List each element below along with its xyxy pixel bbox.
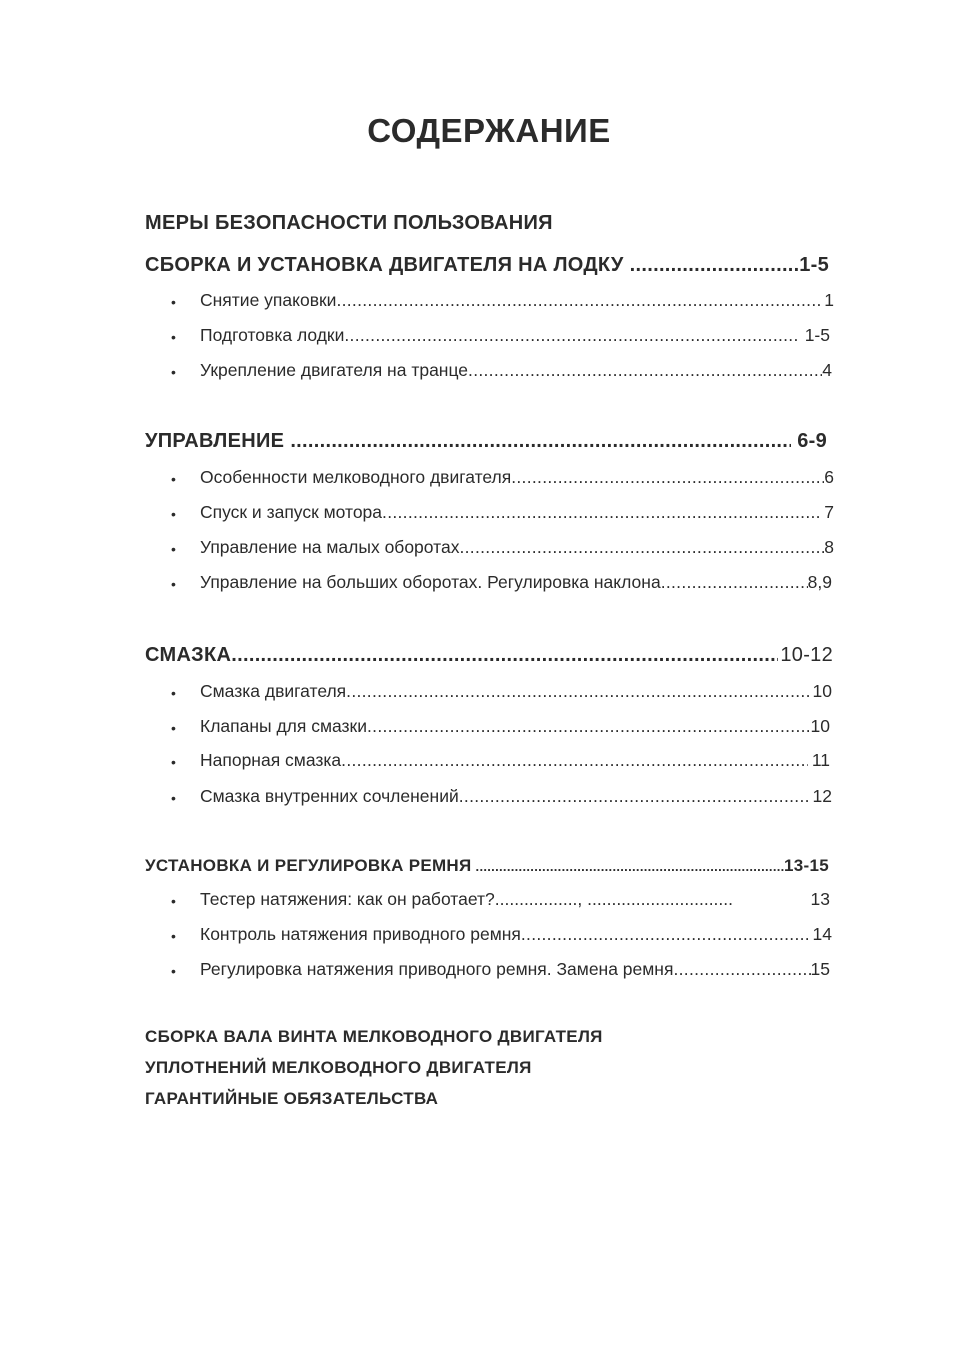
toc-item[interactable] [200, 539, 834, 557]
toc-item[interactable] [200, 362, 832, 380]
toc-item-label: Снятие упаковки [200, 290, 337, 310]
dot-leader [673, 961, 810, 979]
dot-leader [459, 539, 824, 557]
dot-leader [521, 926, 809, 944]
toc-heading-seals[interactable] [145, 1059, 532, 1076]
toc-item-label: Тестер натяжения: как он работает? [200, 889, 495, 909]
bullet: • [171, 754, 176, 770]
toc-page-number: 4 [822, 360, 832, 380]
toc-item[interactable] [200, 926, 832, 944]
toc-page-number: 7 [824, 502, 834, 522]
toc-page-number: 1-5 [804, 325, 830, 345]
toc-page-number: 1-5 [799, 254, 829, 276]
toc-item-label: Укрепление двигателя на транце [200, 360, 469, 380]
toc-heading-label: ГАРАНТИЙНЫЕ ОБЯЗАТЕЛЬСТВА [145, 1089, 439, 1108]
toc-page-number: 14 [812, 924, 832, 944]
toc-item-label: Смазка двигателя [200, 681, 347, 701]
toc-heading-belt[interactable] [145, 857, 829, 874]
toc-page-number: 10 [810, 716, 830, 736]
dot-leader [476, 860, 784, 873]
bullet: • [171, 364, 176, 380]
toc-heading-assembly[interactable] [145, 255, 829, 275]
toc-heading-label: УСТАНОВКА И РЕГУЛИРОВКА РЕМНЯ [145, 856, 472, 875]
toc-heading-label: УПРАВЛЕНИЕ [145, 430, 285, 452]
bullet: • [171, 471, 176, 487]
toc-item[interactable] [200, 683, 832, 701]
bullet: • [171, 928, 176, 944]
bullet: • [171, 329, 176, 345]
toc-item[interactable] [200, 327, 830, 345]
dot-leader [341, 752, 808, 770]
dot-leader [346, 683, 808, 701]
toc-page-number: 6-9 [797, 430, 827, 452]
toc-item-label: Подготовка лодки [200, 325, 345, 345]
dot-leader [367, 718, 811, 736]
toc-item[interactable] [200, 788, 832, 806]
bullet: • [171, 506, 176, 522]
dot-leader [344, 327, 798, 345]
dot-leader-custom: ................., .............................. [494, 891, 734, 909]
bullet: • [171, 963, 176, 979]
toc-heading-warranty[interactable] [145, 1090, 438, 1107]
bullet: • [171, 893, 176, 909]
toc-page-number: 6 [824, 467, 834, 487]
bullet: • [171, 541, 176, 557]
toc-page-number: 10-12 [780, 644, 833, 666]
toc-item-label: Напорная смазка [200, 750, 342, 770]
dot-leader [336, 292, 820, 310]
toc-item[interactable] [200, 891, 830, 909]
bullet: • [171, 576, 176, 592]
toc-page-number: 8,9 [807, 572, 832, 592]
toc-heading-lubrication[interactable] [145, 645, 833, 665]
toc-page-number: 1 [824, 290, 834, 310]
toc-page-number: 8 [824, 537, 834, 557]
toc-heading-label: СБОРКА И УСТАНОВКА ДВИГАТЕЛЯ НА ЛОДКУ [145, 254, 624, 276]
page-title: СОДЕРЖАНИЕ [367, 112, 611, 149]
toc-page-number: 10 [812, 681, 832, 701]
toc-item[interactable] [200, 718, 830, 736]
dot-leader [231, 645, 778, 665]
dot-leader [459, 788, 809, 806]
toc-item-label: Смазка внутренних сочленений [200, 786, 459, 806]
dot-leader [290, 431, 791, 451]
toc-item-label: Управление на малых оборотах [200, 537, 460, 557]
toc-item[interactable] [200, 752, 830, 770]
toc-heading-label: МЕРЫ БЕЗОПАСНОСТИ ПОЛЬЗОВАНИЯ [145, 212, 553, 234]
toc-heading-shaft[interactable] [145, 1028, 603, 1045]
toc-item-label: Контроль натяжения приводного ремня [200, 924, 521, 944]
toc-item[interactable] [200, 469, 834, 487]
toc-item-label: Особенности мелководного двигателя [200, 467, 512, 487]
toc-item-label: Регулировка натяжения приводного ремня. Замена ремня [200, 959, 674, 979]
bullet: • [171, 685, 176, 701]
toc-item-label: Управление на больших оборотах. Регулировка наклона [200, 572, 661, 592]
bullet: • [171, 790, 176, 806]
toc-heading-label: УПЛОТНЕНИЙ МЕЛКОВОДНОГО ДВИГАТЕЛЯ [145, 1058, 532, 1077]
toc-heading-label: СБОРКА ВАЛА ВИНТА МЕЛКОВОДНОГО ДВИГАТЕЛЯ [145, 1027, 603, 1046]
toc-item[interactable] [200, 504, 834, 522]
toc-item[interactable] [200, 961, 830, 979]
toc-item[interactable] [200, 574, 832, 592]
dot-leader [468, 362, 822, 380]
dot-leader [511, 469, 824, 487]
toc-heading-label: СМАЗКА [145, 644, 232, 666]
toc-item[interactable] [200, 292, 834, 310]
toc-heading-safety[interactable] [145, 213, 553, 233]
toc-page-number: 11 [811, 750, 830, 770]
toc-item-label: Спуск и запуск мотора [200, 502, 383, 522]
toc-item-label: Клапаны для смазки [200, 716, 367, 736]
bullet: • [171, 294, 176, 310]
toc-page-number: 15 [810, 959, 830, 979]
toc-page-number: 13 [810, 889, 830, 909]
dot-leader [630, 255, 800, 275]
dot-leader [382, 504, 820, 522]
toc-heading-control[interactable] [145, 431, 827, 451]
toc-page-number: 13-15 [784, 856, 829, 875]
toc-page-number: 12 [812, 786, 832, 806]
bullet: • [171, 720, 176, 736]
dot-leader [661, 574, 808, 592]
